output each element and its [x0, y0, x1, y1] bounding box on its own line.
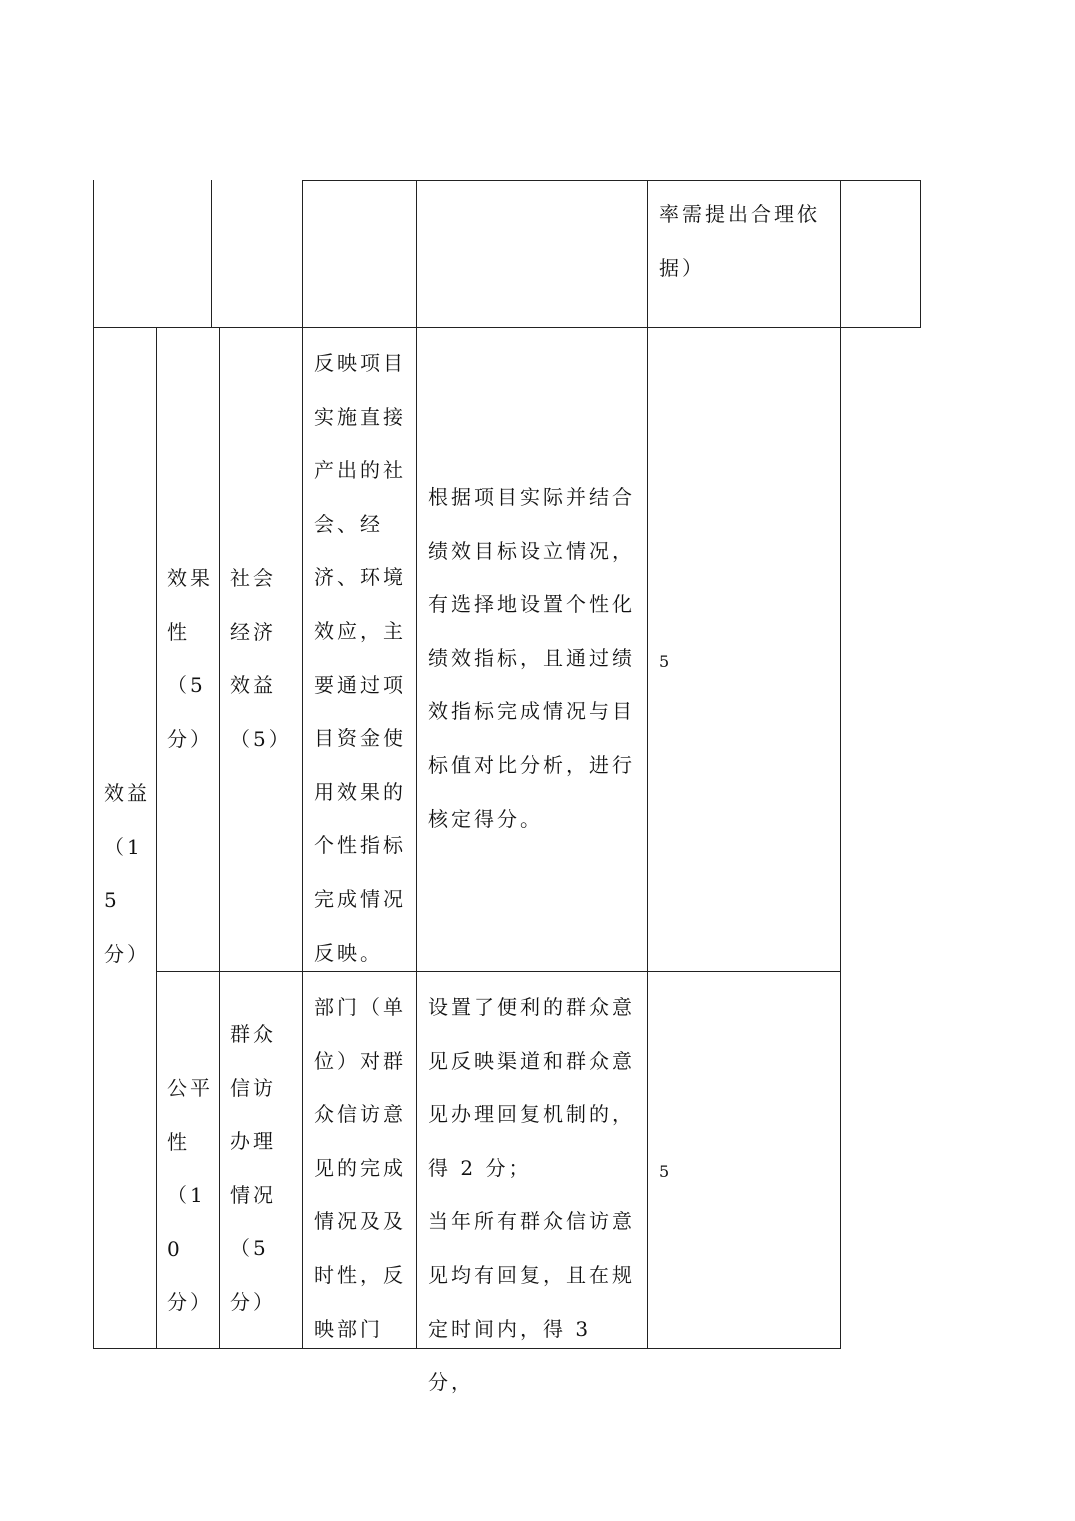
table-border-row1-top	[302, 180, 921, 181]
table-border-row1-col-b	[211, 180, 212, 328]
table-border-row1-bottom	[93, 327, 921, 328]
table-border-row1-col-f	[840, 180, 841, 328]
subcategory-fairness-label: 公平 性 （10 分）	[167, 1076, 213, 1315]
table-border-col-e-left	[416, 327, 417, 1349]
indicator-socioeconomic-benefit-label: 社会 经济 效益 （5）	[230, 566, 292, 751]
table-border-row1-col-c	[302, 180, 303, 328]
table-border-col-f-right	[840, 327, 841, 1349]
table-border-row2-bottom	[156, 971, 841, 972]
indicator-explanation-fairness: 部门（单 位）对群 众信访意 见的完成 情况及及 时性，反 映部门	[314, 995, 406, 1341]
score-effectiveness: 5	[659, 652, 670, 671]
score-fairness: 5	[659, 1162, 670, 1181]
table-border-col-f-left	[647, 327, 648, 1349]
scoring-standard-fairness: 设置了便利的群众意 见反映渠道和群众意 见办理回复机制的， 得 2 分； 当年所有群众信访意 见均有回复，且在规 定时间内，得 3 分，	[428, 995, 635, 1395]
table-border-row1-col-d	[416, 180, 417, 328]
indicator-explanation-effectiveness: 反映项目 实施直接 产出的社 会、经 济、环境 效应，主 要通过项 目资金使 用效果的 个性指标 完成情况 反映。	[314, 351, 406, 965]
table-border-col-d-left	[302, 327, 303, 1349]
category-benefit-label: 效益 （15 分）	[104, 781, 150, 966]
table-border-row1-right	[920, 180, 921, 328]
subcategory-effectiveness-label: 效果 性 （5 分）	[167, 566, 213, 751]
table-border-row1-col-a	[93, 180, 94, 328]
scoring-standard-effectiveness: 根据项目实际并结合 绩效目标设立情况， 有选择地设置个性化 绩效指标，且通过绩 效指标完成情况与目 标值对比分析，进行 核定得分。	[428, 485, 635, 831]
table-border-col-a-left	[93, 327, 94, 1349]
table-border-col-b-left	[156, 327, 157, 1349]
table-border-row1-col-e	[647, 180, 648, 328]
table-border-col-c-left	[219, 327, 220, 1349]
row1-scoring-note: 率需提出合理依 据）	[659, 202, 820, 280]
indicator-petition-handling-label: 群众 信访 办理 情况 （5 分）	[230, 1022, 276, 1314]
